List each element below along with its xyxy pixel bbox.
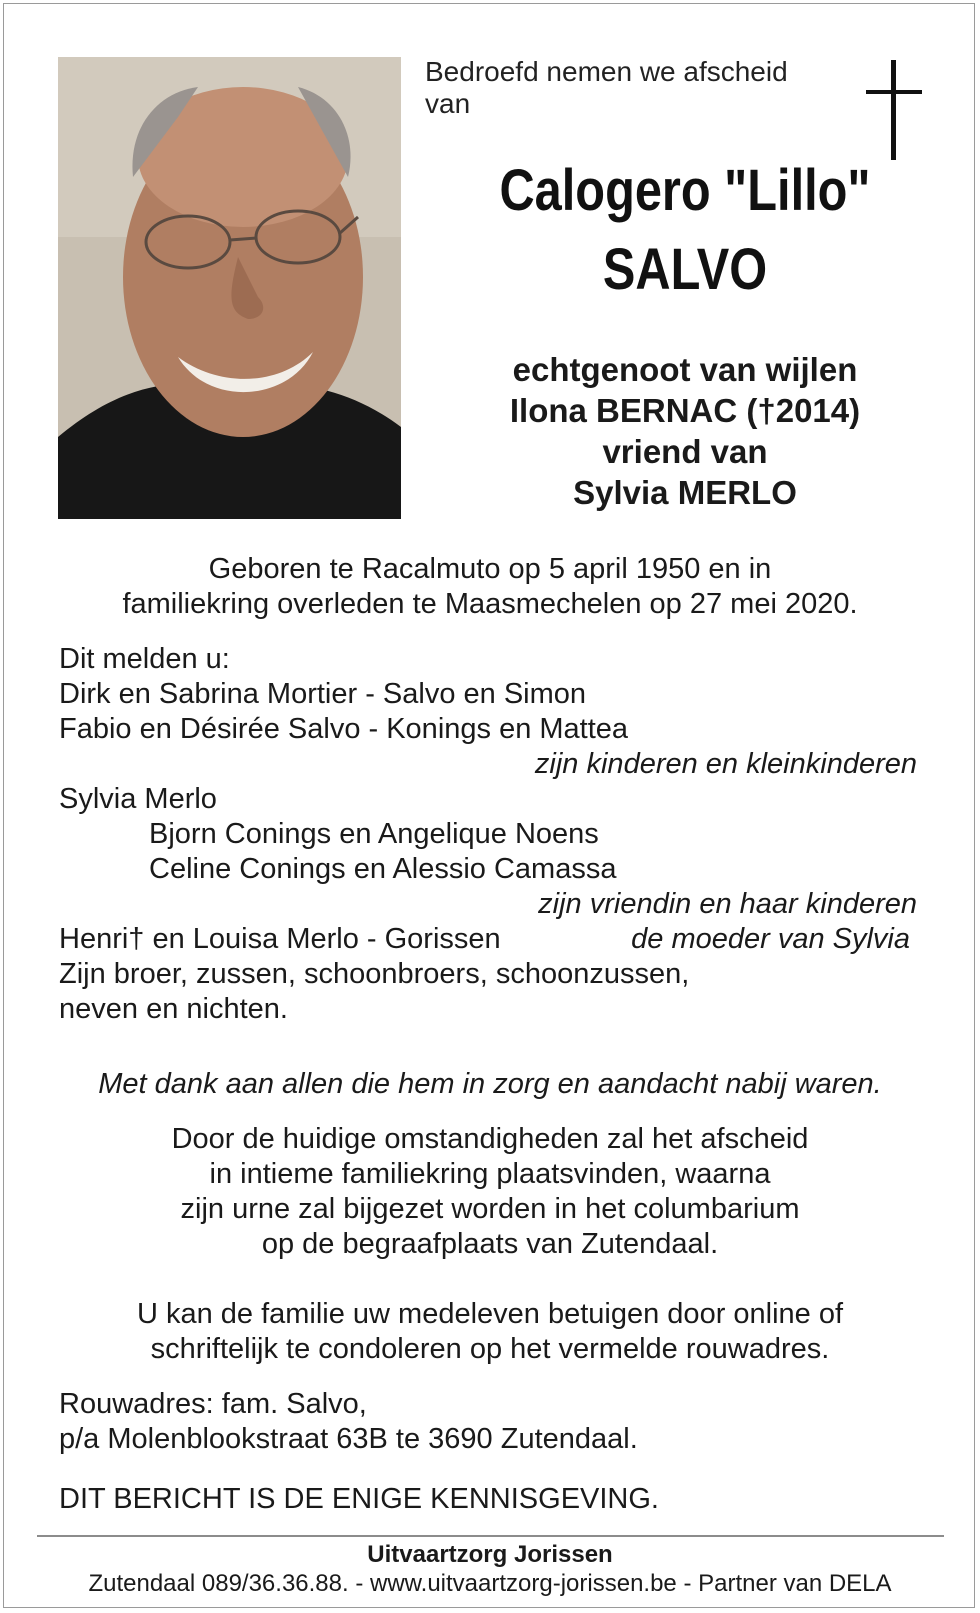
family-line: Bjorn Conings en Angelique Noens <box>149 818 599 850</box>
family-line: Fabio en Désirée Salvo - Konings en Mattea <box>59 713 629 745</box>
ceremony-line: in intieme familiekring plaatsvinden, waarna <box>209 1158 771 1190</box>
family-line: Celine Conings en Alessio Camassa <box>149 853 617 885</box>
birth-death-line: familiekring overleden te Maasmechelen op 27 mei 2020. <box>122 588 858 620</box>
family-role: de moeder van Sylvia <box>631 923 910 955</box>
family-line: Henri† en Louisa Merlo - Gorissen <box>59 923 501 955</box>
funeral-home-name: Uitvaartzorg Jorissen <box>367 1541 613 1568</box>
thanks-line: Met dank aan allen die hem in zorg en aandacht nabij waren. <box>98 1068 882 1100</box>
condolence-line: U kan de familie uw medeleven betuigen door online of <box>136 1298 844 1330</box>
funeral-home-contact: Zutendaal 089/36.36.88. - www.uitvaartzorg-jorissen.be - Partner van DELA <box>88 1570 892 1597</box>
relation-line: Sylvia MERLO <box>573 474 797 511</box>
family-line: Zijn broer, zussen, schoonbroers, schoonzussen, <box>59 958 690 990</box>
intro-text <box>425 56 788 120</box>
intro-line: Bedroefd nemen we afscheid <box>425 56 788 87</box>
relation-line: Ilona BERNAC (†2014) <box>509 392 861 429</box>
ceremony-line: zijn urne zal bijgezet worden in het columbarium <box>180 1193 800 1225</box>
portrait-photo <box>58 57 401 519</box>
ceremony-line: Door de huidige omstandigheden zal het afscheid <box>171 1123 809 1155</box>
notice-line: DIT BERICHT IS DE ENIGE KENNISGEVING. <box>59 1483 659 1515</box>
condolence-line: schriftelijk te condoleren op het vermelde rouwadres. <box>150 1333 830 1365</box>
address-line: Rouwadres: fam. Salvo, <box>59 1388 367 1420</box>
deceased-last-name: SALVO <box>602 237 768 302</box>
birth-death-line: Geboren te Racalmuto op 5 april 1950 en in <box>208 553 772 585</box>
deceased-first-name: Calogero "Lillo" <box>499 158 871 223</box>
cross-icon <box>866 60 922 160</box>
family-line: neven en nichten. <box>59 993 288 1025</box>
relation-line: echtgenoot van wijlen <box>512 351 858 388</box>
family-role: zijn kinderen en kleinkinderen <box>534 748 917 780</box>
relation-line: vriend van <box>602 433 768 470</box>
footer-divider <box>37 1535 944 1537</box>
announce-opening: Dit melden u: <box>59 643 230 675</box>
family-line: Sylvia Merlo <box>59 783 217 815</box>
portrait-illustration <box>58 57 401 519</box>
ceremony-line: op de begraafplaats van Zutendaal. <box>261 1228 719 1260</box>
address-line: p/a Molenblookstraat 63B te 3690 Zutendaal. <box>59 1423 638 1455</box>
intro-line: van <box>425 88 471 119</box>
family-line: Dirk en Sabrina Mortier - Salvo en Simon <box>59 678 587 710</box>
family-role: zijn vriendin en haar kinderen <box>538 888 917 920</box>
